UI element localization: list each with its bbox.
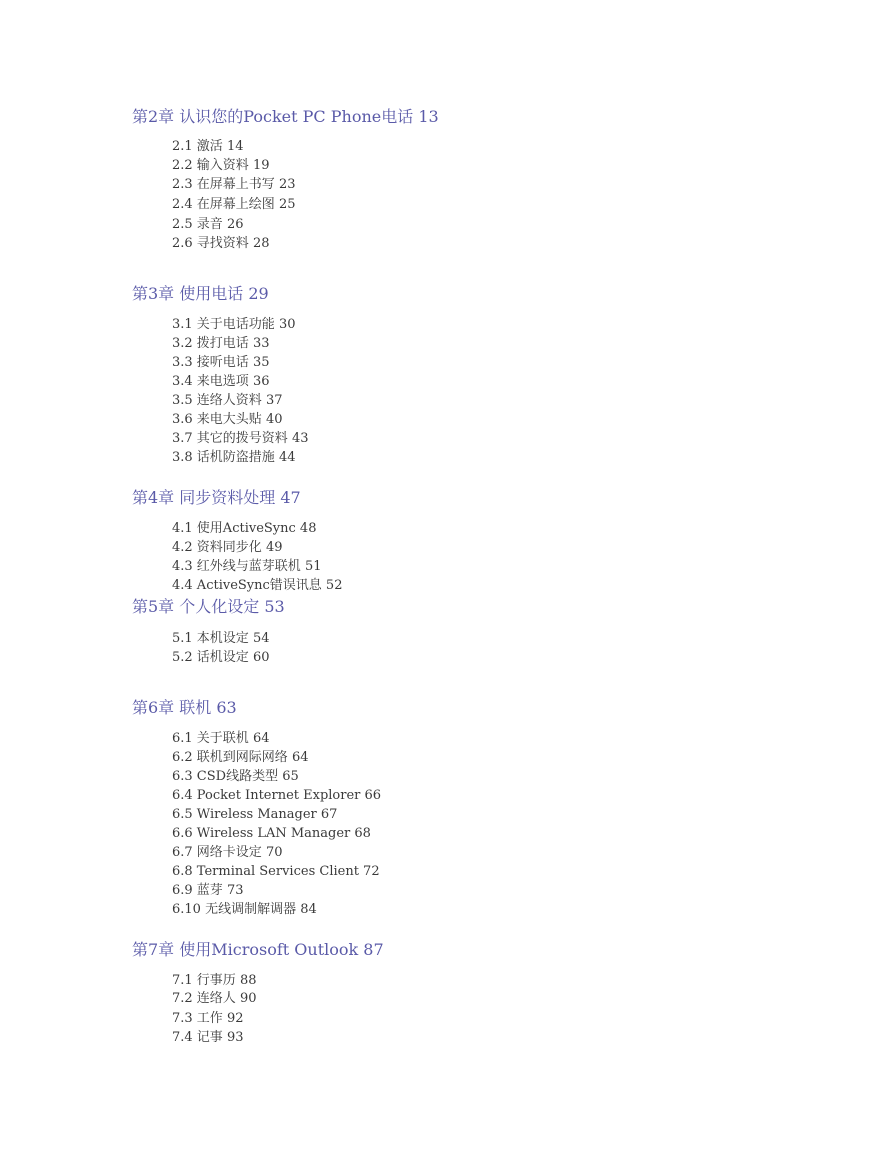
toc-item: 6.10 无线调制解调器 84 bbox=[172, 902, 317, 917]
chapter-title: 第2章 认识您的Pocket PC Phone电话 13 bbox=[132, 107, 439, 126]
toc-item: 2.3 在屏幕上书写 23 bbox=[172, 177, 296, 192]
toc-item: 7.4 记事 93 bbox=[172, 1030, 244, 1045]
toc-item: 6.5 Wireless Manager 67 bbox=[172, 807, 338, 822]
toc-item: 3.6 来电大头贴 40 bbox=[172, 412, 283, 427]
toc-item: 3.1 关于电话功能 30 bbox=[172, 317, 296, 332]
toc-item: 2.1 激活 14 bbox=[172, 139, 244, 154]
chapter-2 bbox=[132, 107, 872, 127]
toc-item: 6.4 Pocket Internet Explorer 66 bbox=[172, 788, 382, 803]
toc-item: 5.1 本机设定 54 bbox=[172, 631, 270, 646]
toc-item: 2.2 输入资料 19 bbox=[172, 158, 270, 173]
chapter-6 bbox=[132, 698, 872, 718]
toc-item: 3.2 拨打电话 33 bbox=[172, 336, 270, 351]
toc-item: 3.7 其它的拨号资料 43 bbox=[172, 431, 309, 446]
chapter-title: 第7章 使用Microsoft Outlook 87 bbox=[132, 940, 384, 959]
toc-item: 3.3 接听电话 35 bbox=[172, 355, 270, 370]
toc-item: 7.3 工作 92 bbox=[172, 1011, 244, 1026]
toc-item: 3.8 话机防盗措施 44 bbox=[172, 450, 296, 465]
toc-item: 6.8 Terminal Services Client 72 bbox=[172, 864, 380, 879]
chapter-7 bbox=[132, 940, 872, 960]
toc-item: 4.3 红外线与蓝芽联机 51 bbox=[172, 559, 322, 574]
toc-item: 6.1 关于联机 64 bbox=[172, 731, 270, 746]
toc-item: 6.6 Wireless LAN Manager 68 bbox=[172, 826, 371, 841]
toc-item: 3.5 连络人资料 37 bbox=[172, 393, 283, 408]
toc-item: 2.6 寻找资料 28 bbox=[172, 236, 270, 251]
chapter-title: 第5章 个人化设定 53 bbox=[132, 597, 285, 616]
toc-item: 4.2 资料同步化 49 bbox=[172, 540, 283, 555]
toc-item: 4.4 ActiveSync错误讯息 52 bbox=[172, 578, 343, 593]
toc-item: 5.2 话机设定 60 bbox=[172, 650, 270, 665]
chapter-3 bbox=[132, 284, 872, 304]
toc-item: 6.9 蓝芽 73 bbox=[172, 883, 244, 898]
toc-item: 3.4 来电选项 36 bbox=[172, 374, 270, 389]
toc-item: 7.2 连络人 90 bbox=[172, 991, 257, 1006]
toc-item: 6.7 网络卡设定 70 bbox=[172, 845, 283, 860]
toc-item: 2.5 录音 26 bbox=[172, 217, 244, 232]
chapter-title: 第6章 联机 63 bbox=[132, 698, 237, 717]
toc-item: 7.1 行事历 88 bbox=[172, 973, 257, 988]
toc-item: 6.3 CSD线路类型 65 bbox=[172, 769, 299, 784]
chapter-title: 第3章 使用电话 29 bbox=[132, 284, 269, 303]
chapter-4 bbox=[132, 488, 872, 508]
chapter-5 bbox=[132, 597, 872, 617]
toc-item: 4.1 使用ActiveSync 48 bbox=[172, 521, 317, 536]
toc-item: 6.2 联机到网际网络 64 bbox=[172, 750, 309, 765]
toc-item: 2.4 在屏幕上绘图 25 bbox=[172, 197, 296, 212]
chapter-title: 第4章 同步资料处理 47 bbox=[132, 488, 301, 507]
